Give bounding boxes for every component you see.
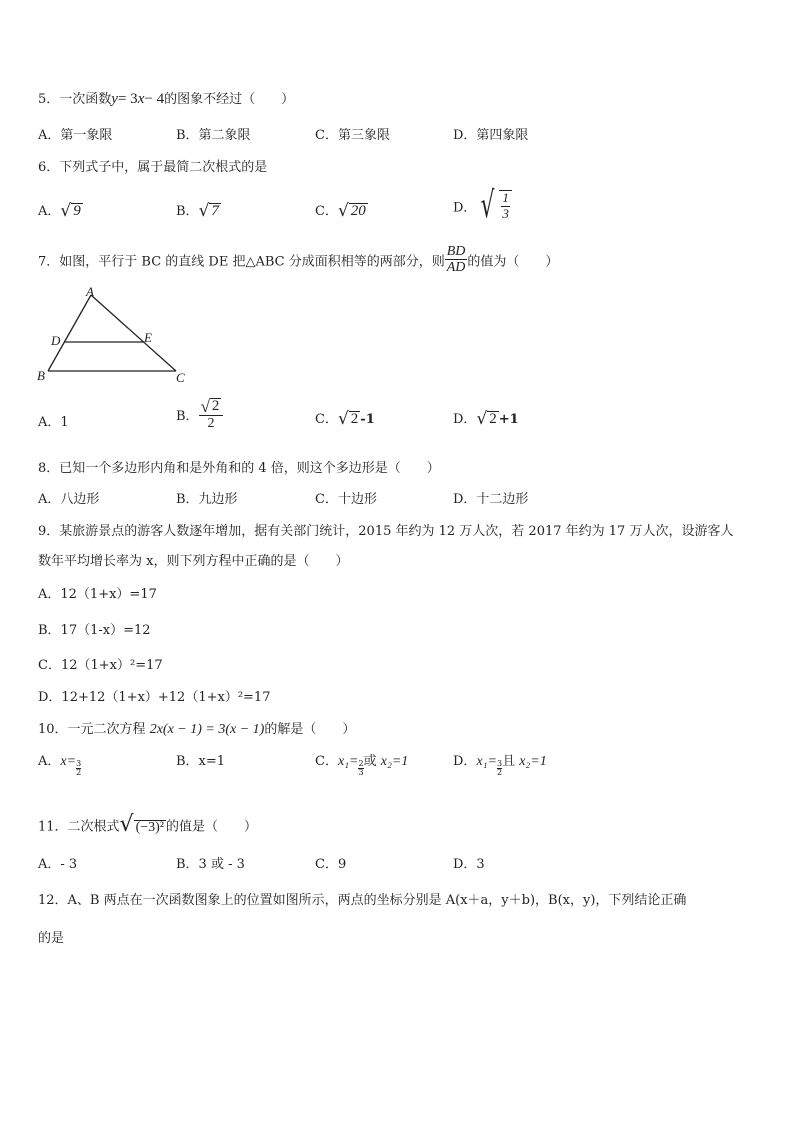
q8-option-b: B．九边形 bbox=[176, 492, 238, 507]
q6-a-radicand: 9 bbox=[73, 203, 81, 220]
q7-post: 的值为（ ） bbox=[467, 254, 559, 270]
q11-post: 的值是（ ） bbox=[166, 819, 258, 835]
q7-c-sqrt: √ 2 bbox=[337, 409, 359, 429]
q10-a-den: 2 bbox=[76, 768, 82, 777]
q8-option-c: C．十边形 bbox=[315, 492, 377, 507]
q7-c-tail: -1 bbox=[360, 412, 375, 427]
q10-option-c bbox=[315, 750, 408, 777]
q7-pre: 7．如图，平行于 BC 的直线 DE 把△ABC 分成面积相等的两部分，则 bbox=[38, 254, 445, 270]
q11-option-b: B．3 或 - 3 bbox=[176, 857, 245, 872]
q11-pre: 11．二次根式 bbox=[38, 819, 120, 835]
q9-option-a: A．12（1+x）=17 bbox=[38, 587, 157, 602]
q10-equation: 2x(x − 1) = 3(x − 1) bbox=[149, 722, 265, 737]
q9-stem-line2: 数年平均增长率为 x，则下列方程中正确的是（ ） bbox=[38, 554, 349, 569]
q12-stem-line2: 的是 bbox=[38, 931, 65, 946]
q5-option-c: C．第三象限 bbox=[315, 128, 390, 143]
q5-option-d: D．第四象限 bbox=[453, 128, 529, 143]
q7-b-fraction: √ 2 2 bbox=[199, 398, 224, 431]
q7-b-label: B． bbox=[176, 409, 199, 425]
q7-option-c bbox=[315, 408, 375, 428]
q8-option-a: A．八边形 bbox=[38, 492, 100, 507]
q6-option-c bbox=[315, 200, 368, 220]
q10-stem bbox=[38, 718, 355, 738]
q5-x: x bbox=[137, 91, 145, 107]
q9-option-c: C．12（1+x）²=17 bbox=[38, 658, 163, 673]
q6-b-label: B． bbox=[176, 204, 199, 219]
edge-ac bbox=[91, 295, 176, 371]
q10-d-var: x₁= bbox=[476, 754, 497, 769]
q5-rest: − 4 bbox=[144, 91, 165, 107]
q8-stem: 8．已知一个多边形内角和是外角和的 4 倍，则这个多边形是（ ） bbox=[38, 461, 440, 476]
label-d: D bbox=[51, 333, 61, 348]
q7-option-b bbox=[176, 398, 223, 431]
q11-stem bbox=[38, 814, 257, 836]
q6-c-radicand: 20 bbox=[350, 203, 366, 220]
q10-b-text: B．x=1 bbox=[176, 754, 226, 769]
q7-triangle-figure bbox=[34, 284, 204, 384]
q5-pre: 一次函数 bbox=[59, 92, 112, 107]
q10-a-num: 3 bbox=[76, 759, 82, 768]
q7-c-radicand: 2 bbox=[350, 411, 359, 428]
q10-option-a bbox=[38, 750, 81, 777]
q12-stem-line1: 12．A、B 两点在一次函数图象上的位置如图所示，两点的坐标分别是 A(x＋a，y＋b)，B(x，y)，下列结论正确 bbox=[38, 893, 687, 908]
q10-c-var: x₁= bbox=[337, 754, 359, 769]
q6-option-a bbox=[38, 200, 83, 220]
q7-stem bbox=[38, 244, 558, 276]
q7-frac-num: BD bbox=[446, 244, 466, 259]
label-a: A bbox=[86, 284, 94, 299]
q11-option-d: D．3 bbox=[453, 857, 485, 872]
q5-number: 5． bbox=[38, 92, 60, 107]
q7-d-sqrt: √ 2 bbox=[476, 409, 497, 429]
q5-y: y bbox=[111, 91, 118, 107]
label-c: C bbox=[176, 370, 185, 384]
q7-option-a: A．1 bbox=[38, 415, 69, 430]
q6-stem: 6．下列式子中，属于最简二次根式的是 bbox=[38, 160, 268, 175]
q6-d-denominator: 3 bbox=[502, 206, 509, 221]
q10-c-den: 3 bbox=[358, 768, 364, 777]
q5-option-b: B．第二象限 bbox=[176, 128, 251, 143]
q5-eq: = 3 bbox=[117, 91, 138, 107]
q10-d-num: 3 bbox=[496, 759, 503, 768]
q10-option-b bbox=[176, 750, 225, 769]
q10-d-den: 2 bbox=[496, 768, 503, 777]
q6-d-label: D． bbox=[453, 200, 477, 216]
q9-option-d: D．12+12（1+x）+12（1+x）²=17 bbox=[38, 690, 271, 705]
q7-option-d bbox=[453, 408, 519, 428]
q6-c-sqrt: √ 20 bbox=[337, 201, 366, 221]
label-e: E bbox=[144, 330, 152, 345]
q7-b-denominator: 2 bbox=[207, 416, 215, 431]
q7-b-radicand: 2 bbox=[211, 398, 220, 415]
q11-sqrt: √ (−3)² bbox=[119, 812, 164, 837]
q6-option-b bbox=[176, 200, 221, 220]
q10-post: 的解是（ ） bbox=[264, 722, 356, 737]
q10-a-label: A． bbox=[38, 754, 61, 769]
label-b: B bbox=[37, 368, 45, 383]
q10-option-d bbox=[453, 750, 547, 777]
q10-c-mid: 或 bbox=[363, 754, 377, 769]
q6-b-radicand: 7 bbox=[211, 203, 219, 220]
q10-d-mid: 且 bbox=[502, 754, 516, 769]
q6-a-label: A． bbox=[38, 204, 61, 219]
q6-option-d bbox=[453, 185, 512, 226]
q6-d-numerator: 1 bbox=[502, 190, 509, 206]
q10-pre: 10．一元二次方程 bbox=[38, 722, 146, 737]
q11-option-c: C．9 bbox=[315, 857, 347, 872]
q7-fraction bbox=[445, 244, 468, 276]
q7-c-label: C． bbox=[315, 412, 338, 427]
q7-d-tail: +1 bbox=[498, 412, 519, 427]
q10-d-label: D． bbox=[453, 754, 477, 769]
q7-d-radicand: 2 bbox=[489, 411, 497, 428]
q10-c-label: C． bbox=[315, 754, 338, 769]
q5-option-a: A．第一象限 bbox=[38, 128, 113, 143]
q6-a-sqrt: √ 9 bbox=[60, 201, 81, 221]
q7-d-label: D． bbox=[453, 412, 477, 427]
q6-c-label: C． bbox=[315, 204, 338, 219]
q9-stem-line1: 9．某旅游景点的游客人数逐年增加，据有关部门统计，2015 年约为 12 万人次，若 2017 年约为 17 万人次，设游客人 bbox=[38, 524, 734, 539]
q8-option-d: D．十二边形 bbox=[453, 492, 529, 507]
q10-d-tail: x₂=1 bbox=[519, 754, 547, 769]
q11-radicand: (−3)² bbox=[135, 820, 164, 836]
q10-a-frac bbox=[76, 760, 81, 777]
q6-b-sqrt: √ 7 bbox=[198, 201, 219, 221]
q6-d-sqrt-frac: √ $\frac{1}{3}$ bbox=[476, 188, 511, 224]
q9-option-b: B．17（1-x）=12 bbox=[38, 623, 151, 638]
q11-option-a: A．- 3 bbox=[38, 857, 78, 872]
q5-post: 的图象不经过（ ） bbox=[164, 92, 295, 107]
q10-c-num: 2 bbox=[358, 759, 364, 768]
q7-frac-den: AD bbox=[446, 260, 466, 276]
q5-stem bbox=[38, 88, 294, 108]
q10-a-var: x= bbox=[60, 754, 77, 769]
q10-c-tail: x₂=1 bbox=[380, 754, 409, 769]
